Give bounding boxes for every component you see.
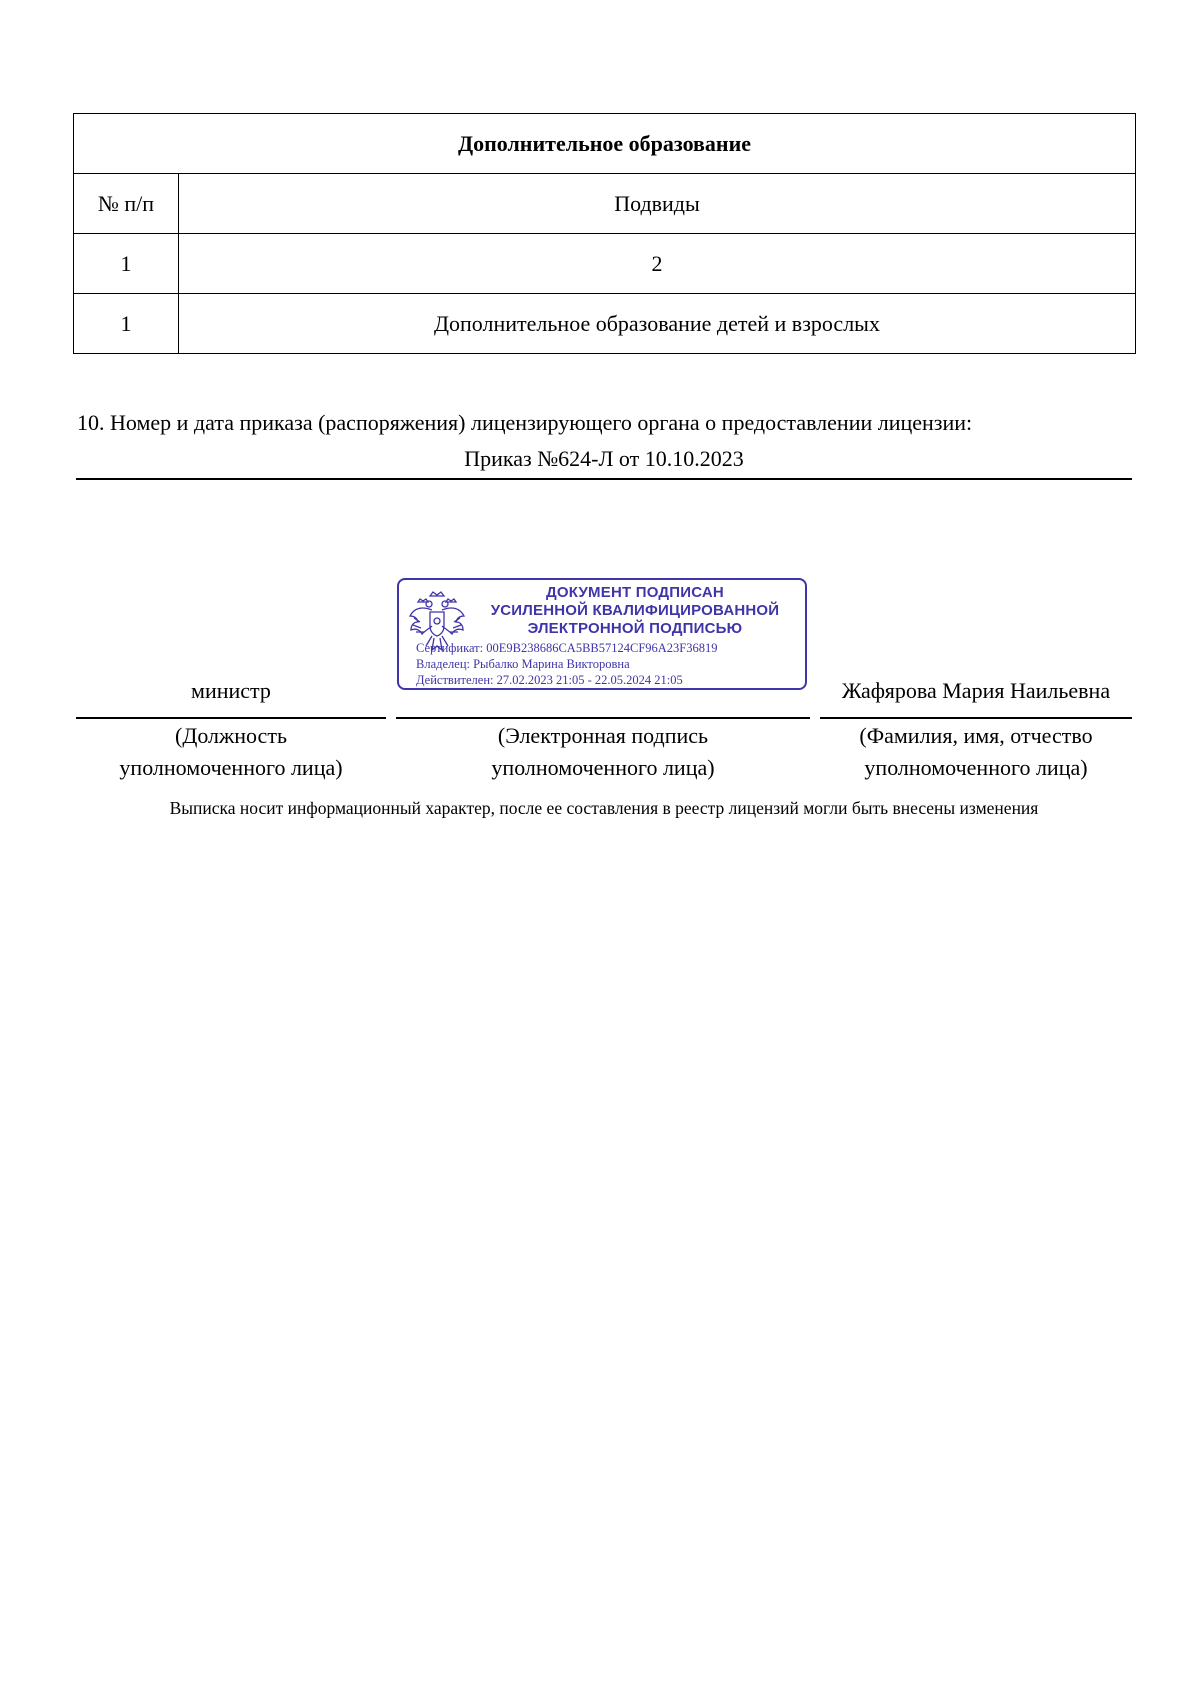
caption-position xyxy=(76,720,386,784)
disclaimer-note: Выписка носит информационный характер, после ее составления в реестр лицензий могли быть внесены изменения xyxy=(169,798,1039,818)
row-num: 1 xyxy=(74,294,179,354)
caption-signature xyxy=(396,720,810,784)
caption-signature-line1: (Электронная подпись xyxy=(497,723,709,748)
signer-name: Жафярова Мария Наильевна xyxy=(841,678,1111,703)
table-title: Дополнительное образование xyxy=(74,114,1136,174)
row-name: Дополнительное образование детей и взрослых xyxy=(179,294,1136,354)
stamp-title-2: УСИЛЕННОЙ КВАЛИФИЦИРОВАННОЙ xyxy=(490,602,780,619)
index-num: 1 xyxy=(74,234,179,294)
name-line xyxy=(820,717,1132,719)
caption-name xyxy=(820,720,1132,784)
stamp-owner: Владелец: Рыбалко Марина Викторовна xyxy=(416,657,630,671)
caption-position-line2: уполномоченного лица) xyxy=(119,755,343,780)
stamp-title-3: ЭЛЕКТРОННОЙ ПОДПИСЬЮ xyxy=(527,620,743,637)
stamp-title-1: ДОКУМЕНТ ПОДПИСАН xyxy=(546,584,724,601)
table-index-row xyxy=(74,234,1136,294)
caption-signature-line2: уполномоченного лица) xyxy=(491,755,715,780)
header-name: Подвиды xyxy=(179,174,1136,234)
caption-name-line2: уполномоченного лица) xyxy=(864,755,1088,780)
position-line xyxy=(76,717,386,719)
order-value: Приказ №624-Л от 10.10.2023 xyxy=(76,446,1132,480)
caption-name-line1: (Фамилия, имя, отчество xyxy=(859,723,1093,748)
header-num: № п/п xyxy=(74,174,179,234)
subtypes-table xyxy=(73,113,1136,354)
signature-line xyxy=(396,717,810,719)
index-name: 2 xyxy=(179,234,1136,294)
stamp-valid: Действителен: 27.02.2023 21:05 - 22.05.2024 21:05 xyxy=(416,673,683,687)
signature-stamp xyxy=(397,578,807,690)
section-10-label: 10. Номер и дата приказа (распоряжения) лицензирующего органа о предоставлении лицензии: xyxy=(77,410,973,435)
caption-position-line1: (Должность xyxy=(175,723,287,748)
stamp-certificate: Сертификат: 00E9B238686CA5BB57124CF96A23F36819 xyxy=(416,641,718,655)
signer-position: министр xyxy=(191,678,271,703)
table-header-row xyxy=(74,174,1136,234)
table-row xyxy=(74,294,1136,354)
